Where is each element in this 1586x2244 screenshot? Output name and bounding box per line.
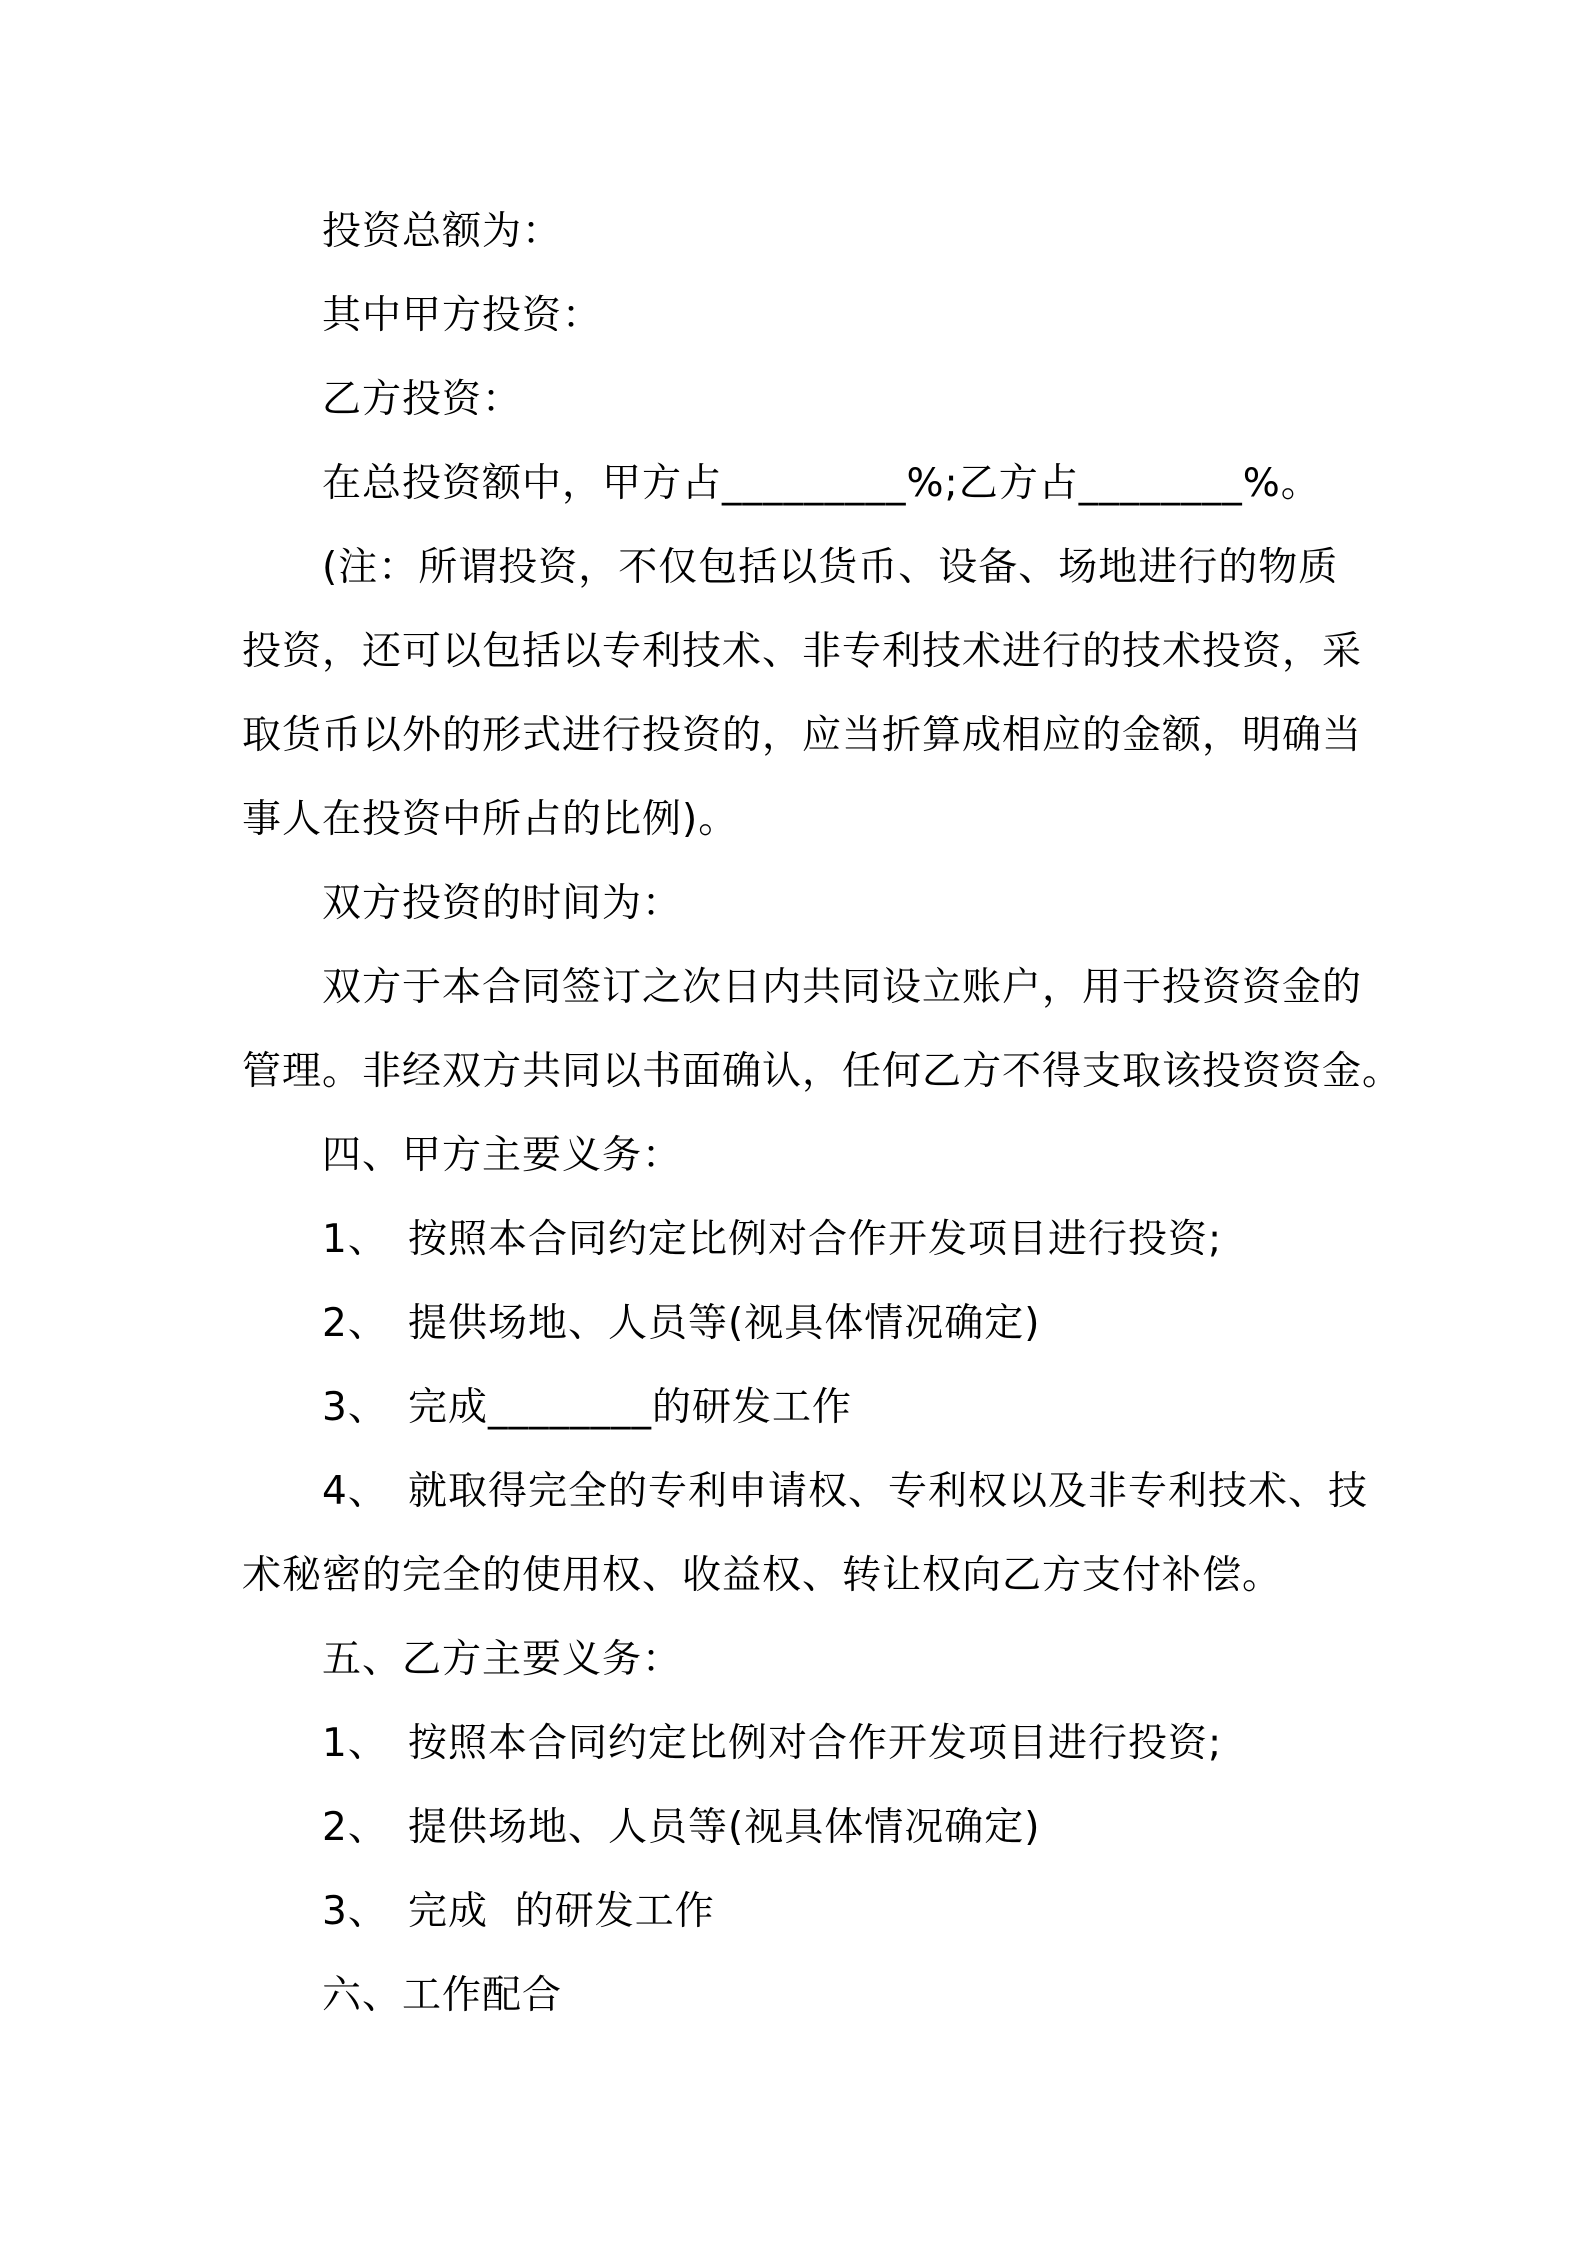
list-item [242,1198,1360,1282]
list-item [242,1450,1369,1534]
list-item-text: 提供场地、人员等(视具体情况确定) [408,1805,1041,1850]
list-item [242,1366,1360,1450]
list-item-text: 按照本合同约定比例对合作开发项目进行投资; [408,1217,1223,1262]
list-item [242,1870,1360,1954]
section-heading-party-a: 四、甲方主要义务： [322,1133,683,1178]
investment-time-line: 双方投资的时间为： [322,881,683,926]
account-paragraph-line: 管理。非经双方共同以书面确认，任何乙方不得支取该投资资金。 [242,1049,1403,1094]
section-heading-cooperation: 六、工作配合 [322,1973,563,2018]
list-item-text: 按照本合同约定比例对合作开发项目进行投资; [408,1721,1223,1766]
list-number: 3、 [322,1889,388,1934]
total-investment-line: 投资总额为： [322,209,563,254]
list-number: 3、 [322,1385,388,1430]
list-number: 4、 [322,1469,388,1514]
list-number: 2、 [322,1301,388,1346]
note-paragraph-line: (注：所谓投资，不仅包括以货币、设备、场地进行的物质 [322,545,1339,590]
list-item [242,1282,1360,1366]
list-item [242,1702,1360,1786]
note-paragraph-line: 投资，还可以包括以专利技术、非专利技术进行的技术投资，采 [242,629,1363,674]
document-body [242,190,1403,2038]
account-paragraph-line: 双方于本合同签订之次日内共同设立账户，用于投资资金的 [322,965,1363,1010]
note-paragraph-line: 事人在投资中所占的比例)。 [242,797,739,842]
list-item-continuation: 术秘密的完全的使用权、收益权、转让权向乙方支付补偿。 [242,1553,1283,1598]
note-paragraph-line: 取货币以外的形式进行投资的，应当折算成相应的金额，明确当 [242,713,1363,758]
party-a-investment-line: 其中甲方投资： [322,293,603,338]
investment-ratio-line: 在总投资额中，甲方占_________%;乙方占________%。 [322,461,1321,506]
list-number: 1、 [322,1721,388,1766]
list-item-text: 提供场地、人员等(视具体情况确定) [408,1301,1041,1346]
list-item-text: 完成 的研发工作 [408,1889,715,1934]
list-number: 2、 [322,1805,388,1850]
list-item-text: 就取得完全的专利申请权、专利权以及非专利技术、技 [408,1469,1369,1514]
list-item-text: 完成________的研发工作 [408,1385,853,1430]
list-item [242,1786,1360,1870]
list-number: 1、 [322,1217,388,1262]
party-b-investment-line: 乙方投资： [322,377,523,422]
section-heading-party-b: 五、乙方主要义务： [322,1637,683,1682]
